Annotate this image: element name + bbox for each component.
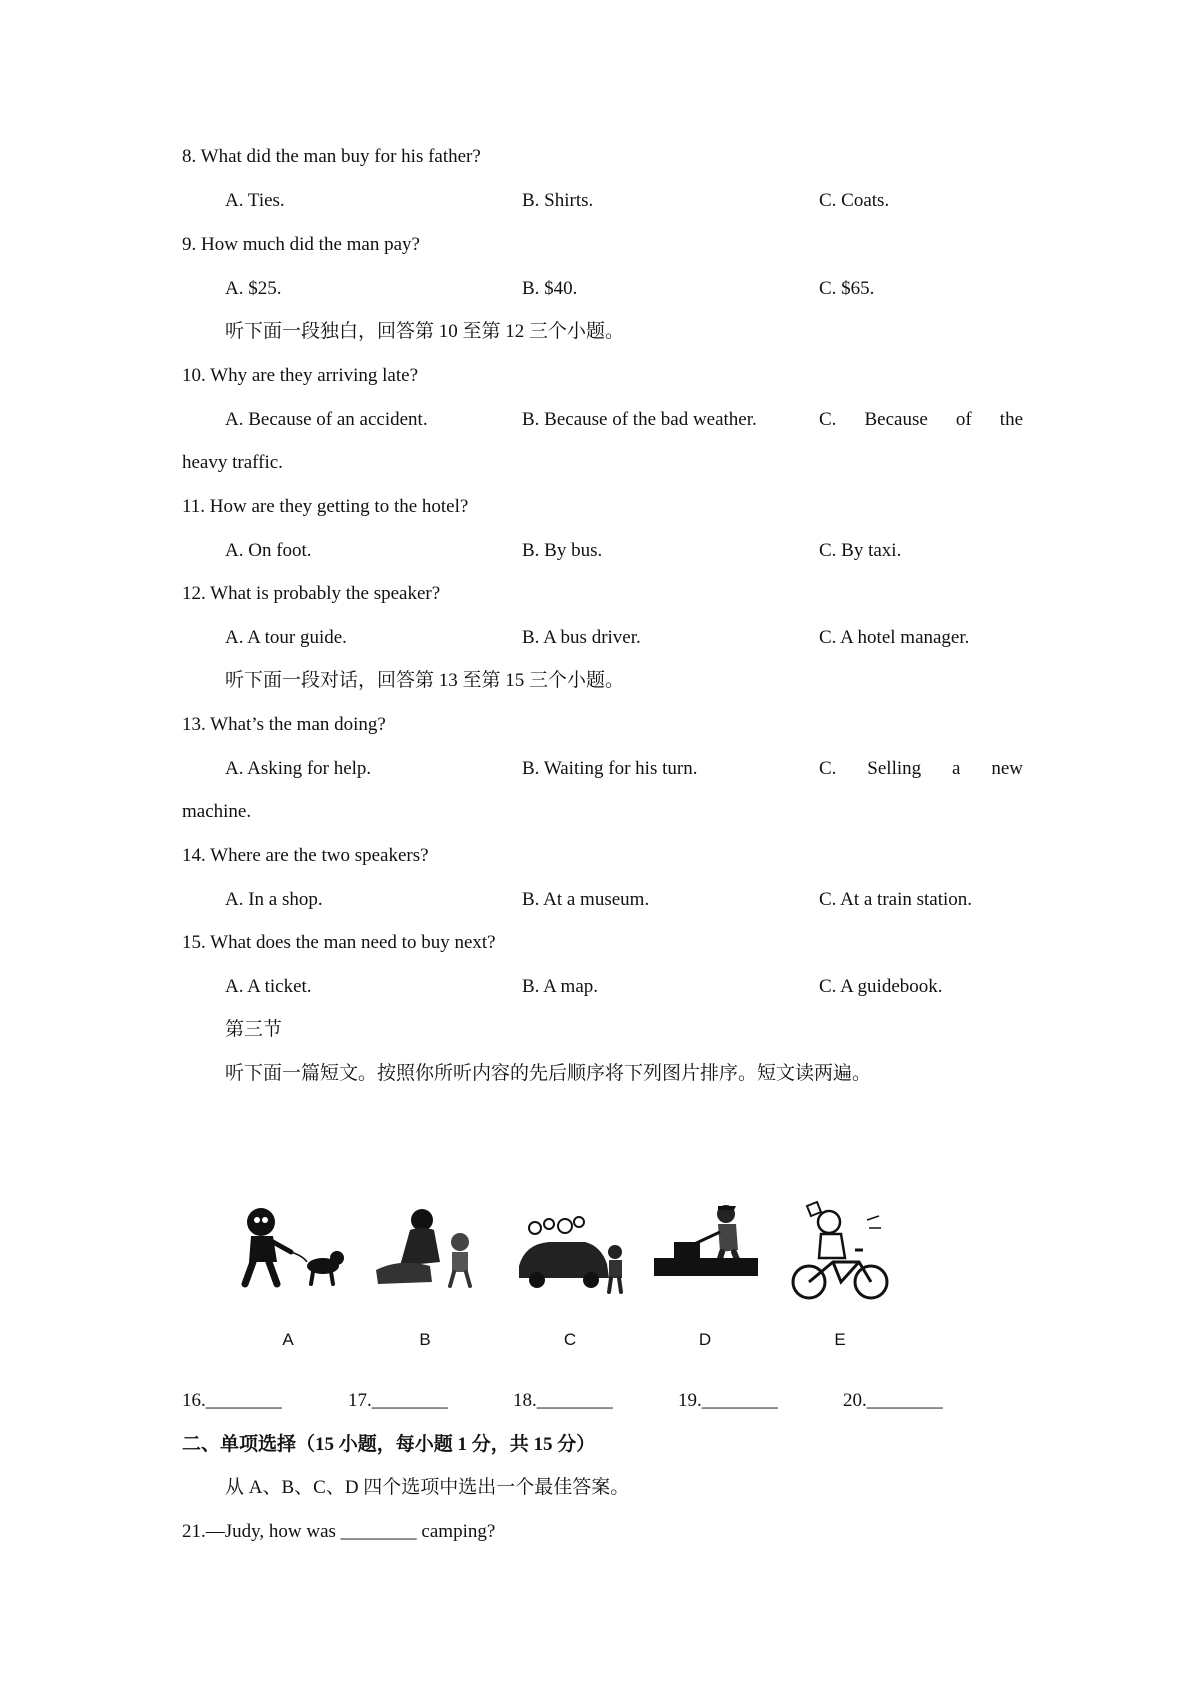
- q10-option-c: C. Because of the: [819, 409, 1023, 430]
- mowing-lawn-icon: [650, 1200, 765, 1310]
- answer-blank-19[interactable]: 19.________: [678, 1390, 778, 1411]
- q12-option-a: A. A tour guide.: [225, 627, 347, 648]
- part-2-instruction: 从 A、B、C、D 四个选项中选出一个最佳答案。: [225, 1477, 630, 1498]
- q15-option-b: B. A map.: [522, 976, 599, 997]
- q11-option-c: C. By taxi.: [819, 540, 902, 561]
- q15-option-c: C. A guidebook.: [819, 976, 943, 997]
- q12-option-c: C. A hotel manager.: [819, 627, 970, 648]
- picture-label-b: B: [419, 1330, 431, 1349]
- q11-option-b: B. By bus.: [522, 540, 603, 561]
- boy-walking-dog-icon: [233, 1200, 348, 1310]
- cyclist-icon: [785, 1200, 900, 1310]
- question-14: 14. Where are the two speakers?: [182, 845, 429, 866]
- q14-option-c: C. At a train station.: [819, 889, 973, 910]
- q10-option-c-continued: heavy traffic.: [182, 452, 283, 473]
- question-15: 15. What does the man need to buy next?: [182, 932, 496, 953]
- picture-d: [650, 1200, 760, 1350]
- picture-a: [233, 1200, 343, 1350]
- answer-blank-17[interactable]: 17.________: [348, 1390, 448, 1411]
- q13-option-c-continued: machine.: [182, 801, 252, 822]
- picture-b: [370, 1200, 480, 1350]
- q8-option-b: B. Shirts.: [522, 190, 594, 211]
- answer-blank-20[interactable]: 20.________: [843, 1390, 943, 1411]
- q12-option-b: B. A bus driver.: [522, 627, 641, 648]
- q9-option-a: A. $25.: [225, 278, 282, 299]
- q13-option-c: C. Selling a new: [819, 758, 1023, 779]
- q15-option-a: A. A ticket.: [225, 976, 312, 997]
- instruction-10-12: 听下面一段独白，回答第 10 至第 12 三个小题。: [225, 321, 625, 342]
- q8-option-c: C. Coats.: [819, 190, 890, 211]
- question-21: 21.—Judy, how was ________ camping?: [182, 1521, 496, 1542]
- picture-e: [785, 1200, 895, 1350]
- question-10: 10. Why are they arriving late?: [182, 365, 418, 386]
- question-9: 9. How much did the man pay?: [182, 234, 420, 255]
- instruction-13-15: 听下面一段对话，回答第 13 至第 15 三个小题。: [225, 670, 625, 691]
- washing-car-icon: [515, 1200, 630, 1310]
- mother-and-child-icon: [370, 1200, 485, 1310]
- part-2-title: 二、单项选择（15 小题，每小题 1 分，共 15 分）: [182, 1434, 596, 1455]
- q10-option-a: A. Because of an accident.: [225, 409, 428, 430]
- q9-option-c: C. $65.: [819, 278, 875, 299]
- q9-option-b: B. $40.: [522, 278, 578, 299]
- picture-label-e: E: [834, 1330, 846, 1349]
- q11-option-a: A. On foot.: [225, 540, 312, 561]
- q13-option-a: A. Asking for help.: [225, 758, 372, 779]
- section-3-heading: 第三节: [225, 1019, 283, 1040]
- q14-option-b: B. At a museum.: [522, 889, 650, 910]
- question-13: 13. What’s the man doing?: [182, 714, 386, 735]
- picture-row: [225, 1200, 945, 1360]
- q10-option-b: B. Because of the bad weather.: [522, 409, 757, 430]
- picture-label-a: A: [282, 1330, 294, 1349]
- section-3-instruction: 听下面一篇短文。按照你所听内容的先后顺序将下列图片排序。短文读两遍。: [225, 1063, 872, 1084]
- question-8: 8. What did the man buy for his father?: [182, 146, 481, 167]
- q8-option-a: A. Ties.: [225, 190, 285, 211]
- picture-label-c: C: [563, 1330, 577, 1349]
- question-12: 12. What is probably the speaker?: [182, 583, 441, 604]
- question-11: 11. How are they getting to the hotel?: [182, 496, 469, 517]
- answer-blank-18[interactable]: 18.________: [513, 1390, 613, 1411]
- answer-blank-16[interactable]: 16.________: [182, 1390, 282, 1411]
- q14-option-a: A. In a shop.: [225, 889, 323, 910]
- q13-option-b: B. Waiting for his turn.: [522, 758, 698, 779]
- picture-label-d: D: [698, 1330, 712, 1349]
- picture-c: [515, 1200, 625, 1350]
